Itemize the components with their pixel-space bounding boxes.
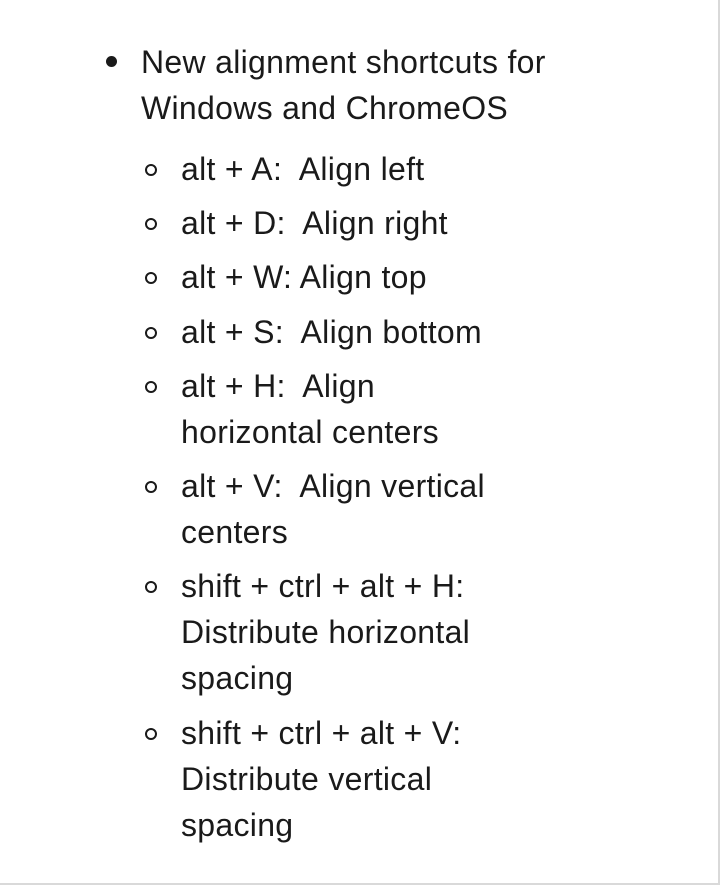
shortcut-text: alt + A: Align left bbox=[181, 151, 425, 187]
hollow-bullet-icon bbox=[145, 381, 157, 393]
shortcut-item-align-vertical-centers bbox=[140, 463, 540, 563]
shortcut-item-align-left bbox=[140, 146, 540, 200]
hollow-bullet-icon bbox=[145, 164, 157, 176]
shortcut-item-align-horizontal-centers bbox=[140, 363, 540, 463]
shortcut-item-distribute-vertical bbox=[140, 710, 540, 850]
hollow-bullet-icon bbox=[145, 581, 157, 593]
shortcut-text: alt + W: Align top bbox=[181, 259, 427, 295]
shortcut-item-align-right bbox=[140, 200, 540, 254]
hollow-bullet-icon bbox=[145, 218, 157, 230]
hollow-bullet-icon bbox=[145, 481, 157, 493]
shortcut-item-align-top bbox=[140, 254, 540, 309]
shortcut-text: alt + S: Align bottom bbox=[181, 314, 482, 350]
shortcut-text: alt + H: Align horizontal centers bbox=[181, 368, 439, 450]
shortcut-text: alt + V: Align vertical centers bbox=[181, 468, 495, 550]
hollow-bullet-icon bbox=[145, 272, 157, 284]
hollow-bullet-icon bbox=[145, 327, 157, 339]
shortcut-item-align-bottom bbox=[140, 309, 540, 363]
shortcut-text: shift + ctrl + alt + V: Distribute vertical spacing bbox=[181, 715, 471, 843]
list-item-text: New alignment shortcuts for Windows and ChromeOS bbox=[141, 44, 546, 126]
shortcut-text: alt + D: Align right bbox=[181, 205, 448, 241]
shortcut-text: shift + ctrl + alt + H: Distribute horizontal spacing bbox=[181, 568, 480, 696]
hollow-bullet-icon bbox=[145, 728, 157, 740]
shortcut-sublist bbox=[140, 146, 540, 850]
filled-bullet-icon bbox=[106, 56, 117, 67]
shortcut-item-distribute-horizontal bbox=[140, 563, 540, 710]
